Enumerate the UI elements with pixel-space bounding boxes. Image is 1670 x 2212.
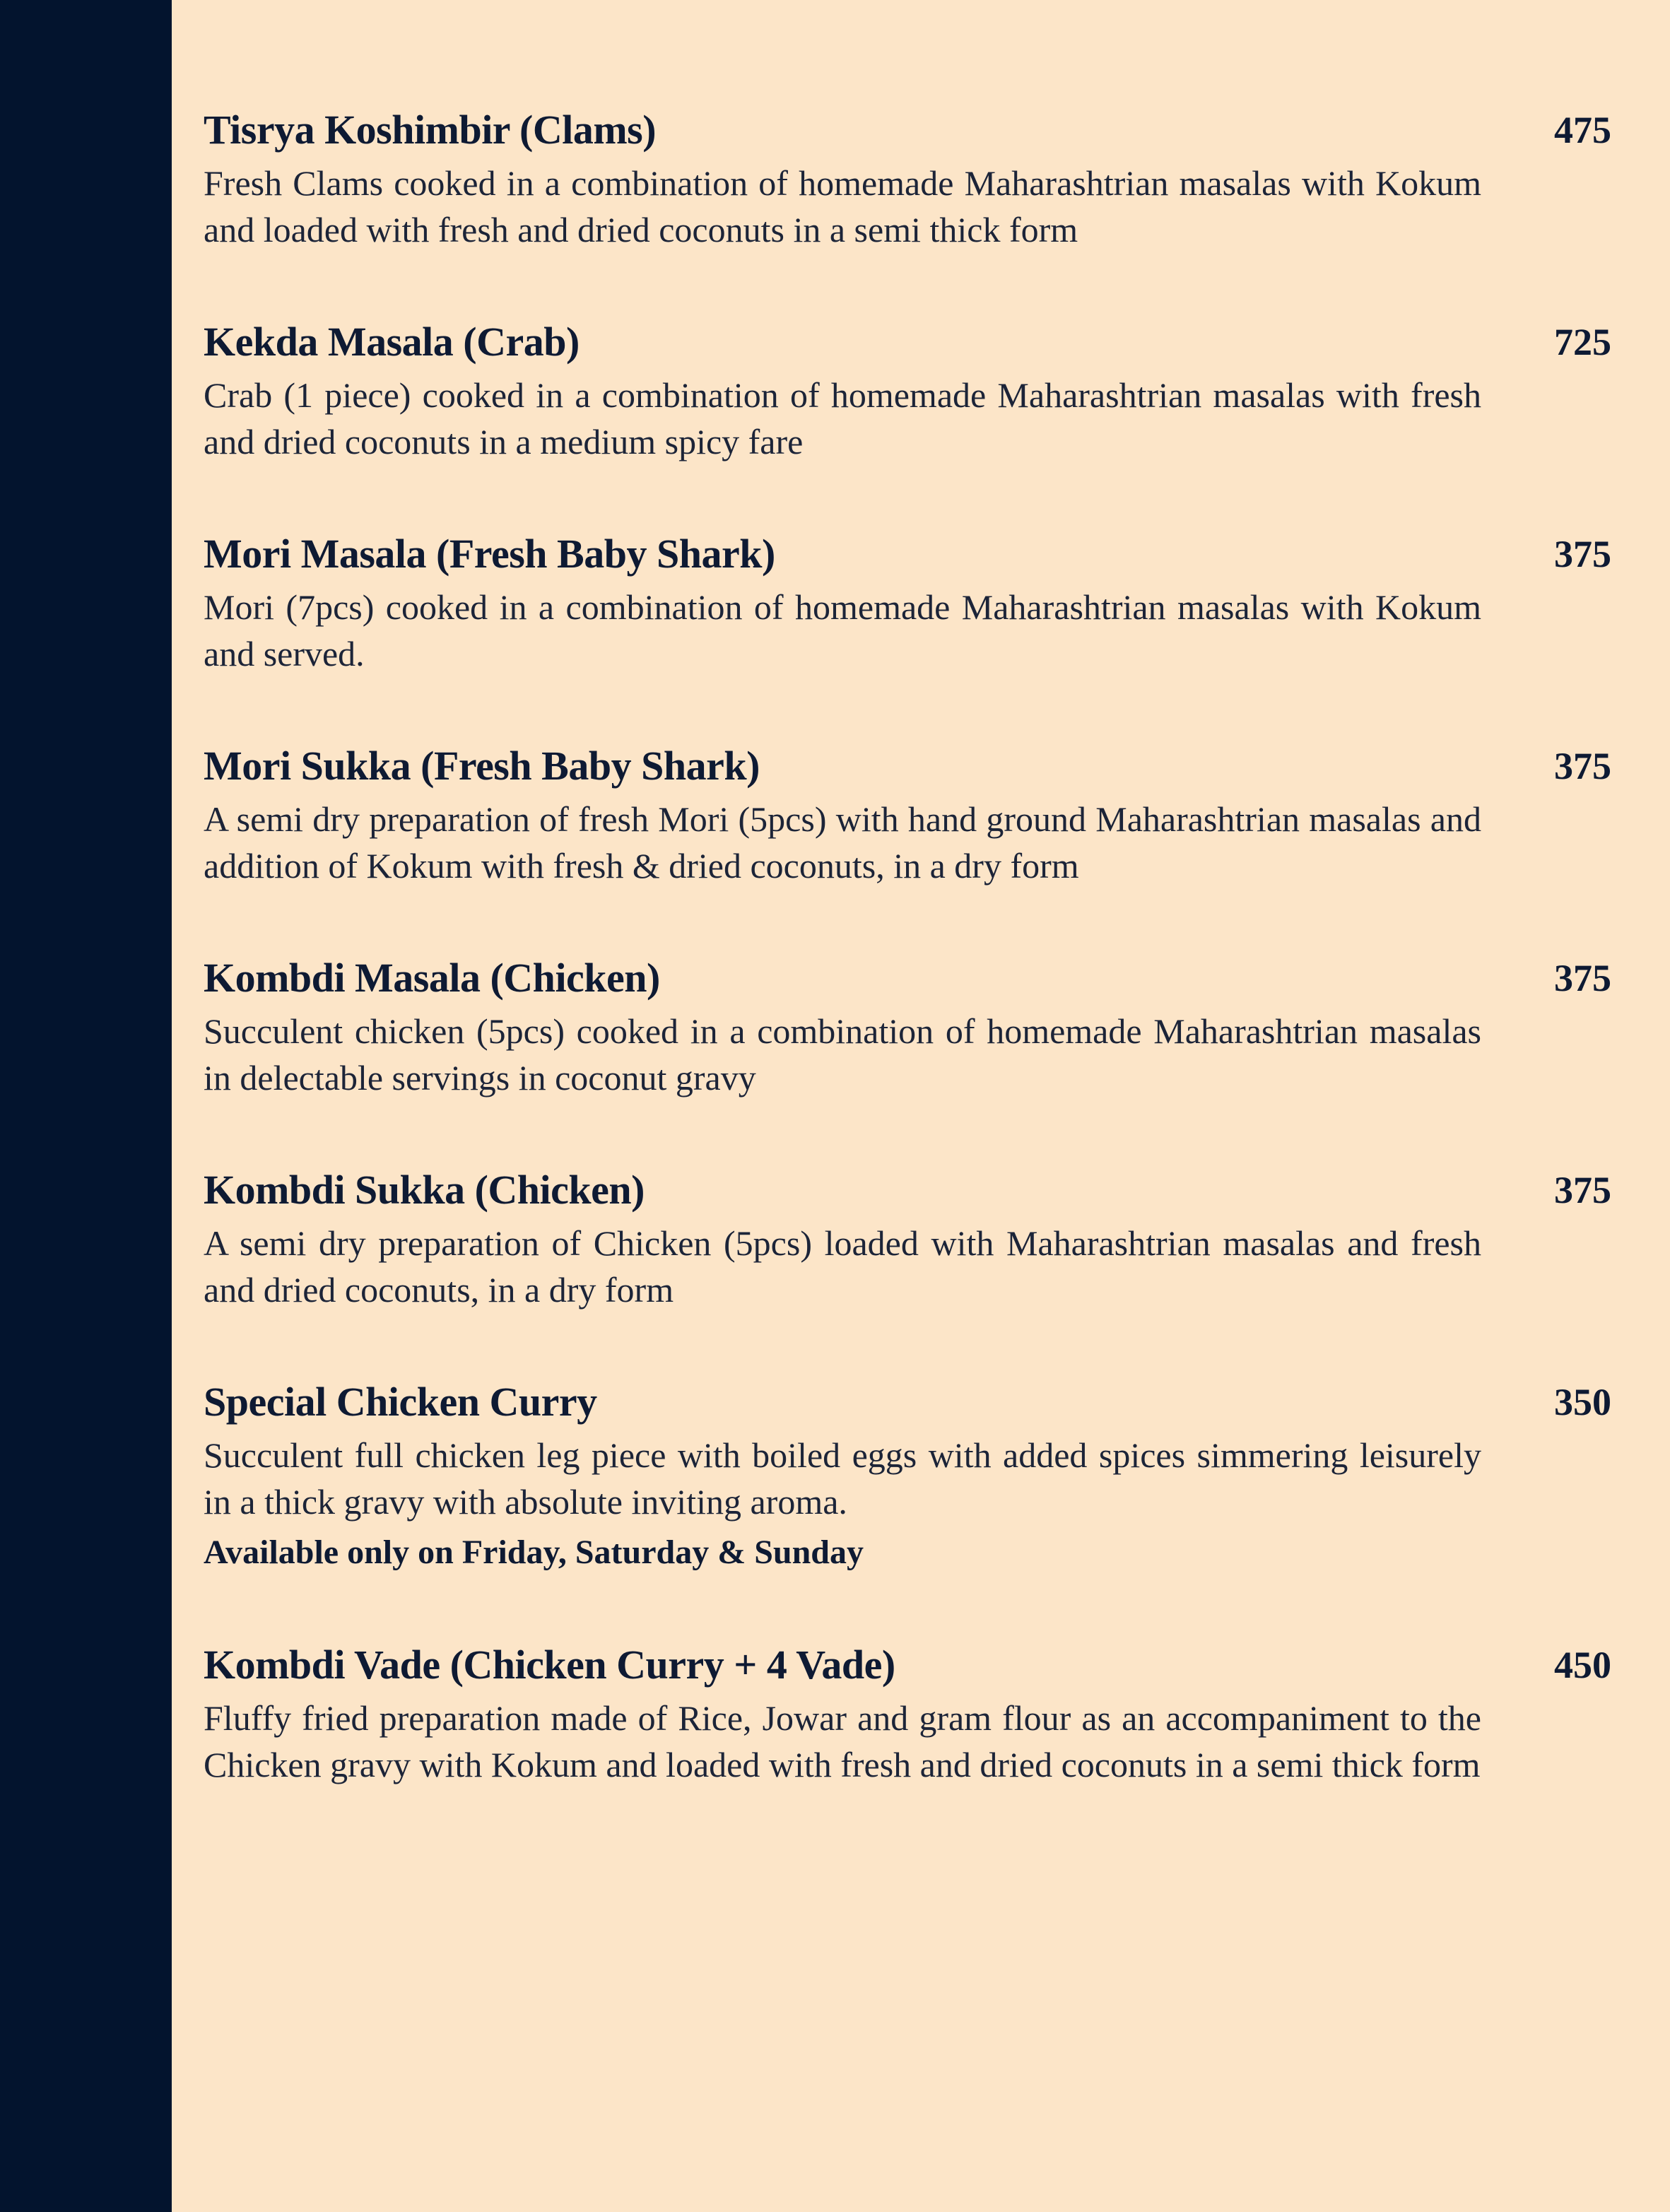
menu-item-description: A semi dry preparation of fresh Mori (5pcs) with hand ground Maharashtrian masalas and addition of Kokum with fresh & dried coconuts, in a dry form (204, 799, 1481, 886)
menu-item-price: 725 (1554, 321, 1611, 363)
menu-item-description: Crab (1 piece) cooked in a combination of homemade Maharashtrian masalas with fresh and dried coconuts in a medium spicy fare (204, 375, 1481, 461)
menu-item-price: 375 (1554, 957, 1611, 999)
menu-item-description: Fluffy fried preparation made of Rice, Jowar and gram flour as an accompaniment to the Chicken gravy with Kokum and loaded with fresh and dried coconuts in a semi thick form (204, 1698, 1481, 1784)
menu-item-name: Kekda Masala (Crab) (204, 319, 580, 365)
menu-item-price: 475 (1554, 109, 1611, 151)
menu-item (204, 1377, 1611, 1576)
menu-item (204, 105, 1611, 253)
menu-list (204, 105, 1611, 1788)
menu-item-name: Kombdi Vade (Chicken Curry + 4 Vade) (204, 1642, 895, 1688)
menu-item (204, 953, 1611, 1101)
menu-item-price: 375 (1554, 745, 1611, 787)
menu-item-price: 350 (1554, 1381, 1611, 1423)
menu-item-price: 375 (1554, 533, 1611, 575)
menu-item-price: 375 (1554, 1169, 1611, 1211)
menu-item-name: Kombdi Masala (Chicken) (204, 955, 660, 1001)
menu-item (204, 1165, 1611, 1313)
menu-item (204, 529, 1611, 677)
menu-item-name: Mori Sukka (Fresh Baby Shark) (204, 743, 760, 789)
menu-item (204, 741, 1611, 889)
menu-item-description: Mori (7pcs) cooked in a combination of homemade Maharashtrian masalas with Kokum and served. (204, 587, 1481, 673)
menu-item (204, 1640, 1611, 1788)
menu-item-name: Tisrya Koshimbir (Clams) (204, 107, 657, 153)
menu-item-name: Mori Masala (Fresh Baby Shark) (204, 531, 775, 577)
sidebar-band (0, 0, 172, 2212)
menu-item-description: Succulent full chicken leg piece with boiled eggs with added spices simmering leisurely in a thick gravy with absolute inviting aroma. (204, 1435, 1481, 1522)
menu-item-availability-note: Available only on Friday, Saturday & Sunday (204, 1534, 864, 1571)
menu-item-name: Kombdi Sukka (Chicken) (204, 1167, 645, 1213)
menu-item-price: 450 (1554, 1644, 1611, 1686)
menu-item-name: Special Chicken Curry (204, 1379, 597, 1425)
menu-item-description: Fresh Clams cooked in a combination of homemade Maharashtrian masalas with Kokum and loaded with fresh and dried coconuts in a semi thick form (204, 163, 1481, 249)
menu-item-description: Succulent chicken (5pcs) cooked in a combination of homemade Maharashtrian masalas in delectable servings in coconut gravy (204, 1011, 1481, 1098)
menu-item-description: A semi dry preparation of Chicken (5pcs) loaded with Maharashtrian masalas and fresh and dried coconuts, in a dry form (204, 1223, 1481, 1310)
menu-item (204, 317, 1611, 465)
